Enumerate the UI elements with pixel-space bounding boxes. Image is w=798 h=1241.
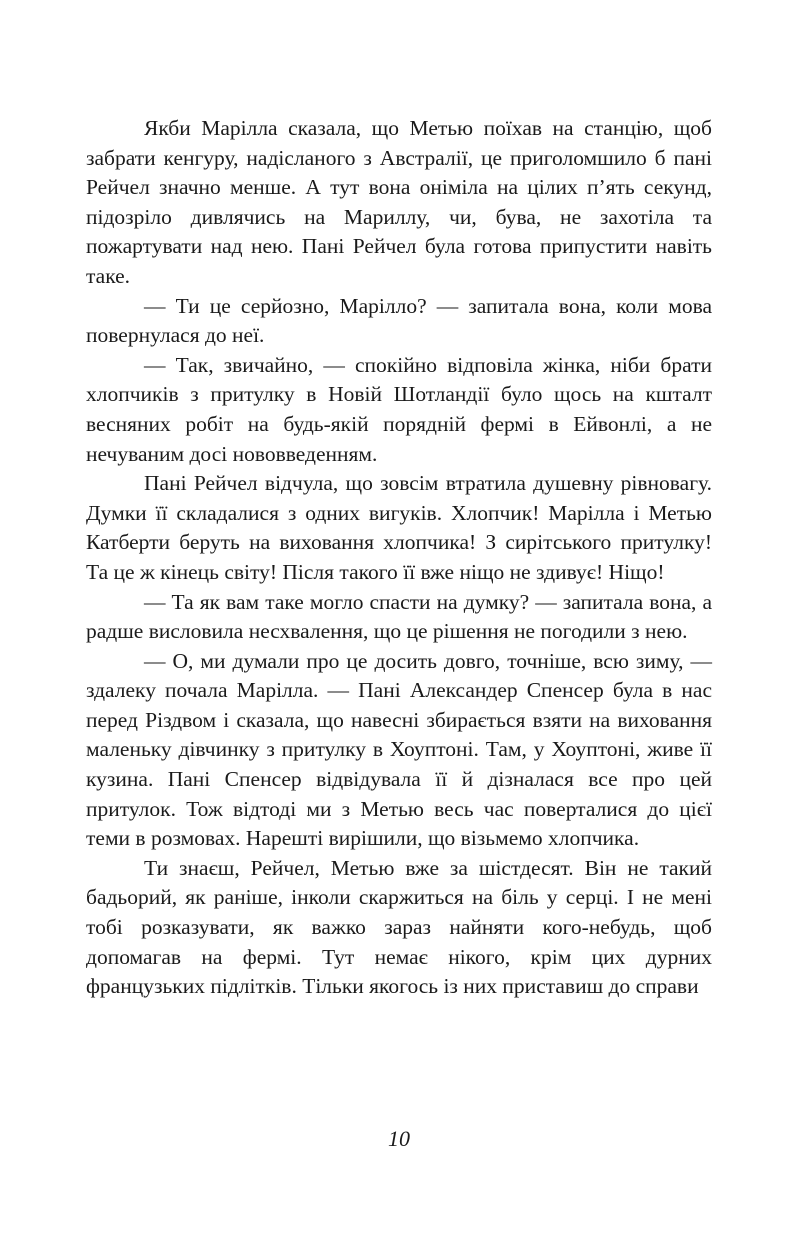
paragraph-7: Ти знаєш, Рейчел, Метью вже за шістдесят. Він не такий бадьорий, як раніше, інколи скаржиться на біль у серці. І не мені тобі розказувати, як важко зараз найняти кого-небудь, щоб допомагав на фермі. Тут немає нікого, крім цих дурних французьких підлітків. Тільки якогось із них приставиш до справи (86, 855, 712, 999)
paragraph-1: Якби Марілла сказала, що Метью поїхав на станцію, щоб забрати кенгуру, надісланого з Австралії, це приголомшило б пані Рейчел значно менше. А тут вона оніміла на цілих п’ять секунд, підозріло дивлячись на Мариллу, чи, бува, не захотіла та пожартувати над нею. Пані Рейчел була готова припустити навіть таке. (86, 116, 712, 288)
body-text (86, 114, 712, 1002)
page-number: 10 (388, 1126, 410, 1151)
paragraph-3: — Так, звичайно, — спокійно відповіла жінка, ніби брати хлопчиків з притулку в Новій Шотландії було щось на кшталт весняних робіт на будь-якій порядній фермі в Ейвонлі, а не нечуваним досі нововведенням. (86, 352, 712, 466)
paragraph-6: — О, ми думали про це досить довго, точніше, всю зиму, — здалеку почала Марілла. — Пані Александер Спенсер була в нас перед Різдвом і сказала, що навесні збирається взяти на виховання маленьку дівчинку з притулку в Хоуптоні. Там, у Хоуптоні, живе її кузина. Пані Спенсер відвідувала її й дізналася все про цей притулок. Тож відтоді ми з Метью весь час поверталися до цієї теми в розмовах. Нарешті вирішили, що візьмемо хлопчика. (86, 648, 712, 851)
paragraph-4: Пані Рейчел відчула, що зовсім втратила душевну рівновагу. Думки її складалися з одних вигуків. Хлопчик! Марілла і Метью Катберти беруть на виховання хлопчика! З сирітського притулку! Та це ж кінець світу! Після такого її вже ніщо не здивує! Ніщо! (86, 471, 712, 584)
paragraph-2: — Ти це серйозно, Марілло? — запитала вона, коли мова повернулася до неї. (86, 293, 712, 348)
paragraph-5: — Та як вам таке могло спасти на думку? — запитала вона, а радше висловила несхвалення, що це рішення не погодили з нею. (86, 589, 712, 644)
